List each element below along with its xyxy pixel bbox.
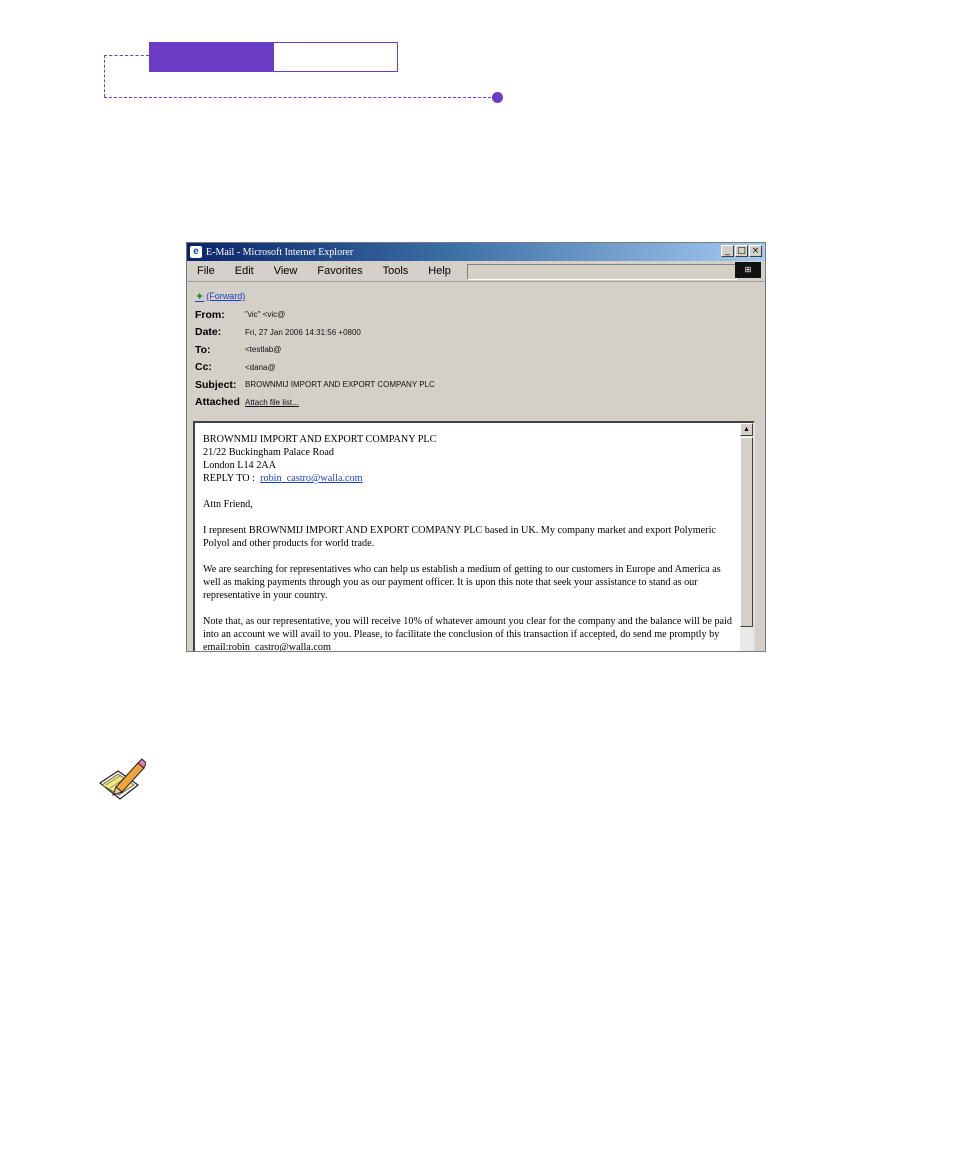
minimize-button[interactable]: _ xyxy=(721,245,734,257)
maximize-button[interactable]: □ xyxy=(735,245,748,257)
window-title: E-Mail - Microsoft Internet Explorer xyxy=(206,246,354,258)
address-line-2: London L14 2AA xyxy=(203,460,277,471)
attach-file-list-link[interactable]: Attach file list... xyxy=(245,397,299,407)
header-value: BROWNMIJ IMPORT AND EXPORT COMPANY PLC xyxy=(245,380,435,390)
header-row-from xyxy=(195,306,757,324)
reply-to-line xyxy=(203,472,735,485)
window-controls xyxy=(721,245,762,257)
menu-view[interactable]: View xyxy=(273,265,298,277)
menu-favorites[interactable]: Favorites xyxy=(317,265,363,277)
header-label: Subject: xyxy=(195,378,237,391)
header-row-subject xyxy=(195,376,757,394)
scroll-up-arrow-icon[interactable]: ▲ xyxy=(740,423,753,436)
scroll-thumb[interactable] xyxy=(740,437,753,627)
email-window xyxy=(186,242,766,652)
header-row-cc xyxy=(195,359,757,377)
pencil-note-icon xyxy=(98,757,146,803)
menu-tools[interactable]: Tools xyxy=(382,265,409,277)
email-headers xyxy=(187,282,765,411)
header-label: Attached xyxy=(195,396,240,409)
header-dash-line-top xyxy=(104,55,149,56)
menu-file[interactable]: File xyxy=(197,265,215,277)
forward-link-text: (Forward) xyxy=(206,291,246,301)
header-label: To: xyxy=(195,343,211,356)
menu-edit[interactable]: Edit xyxy=(234,265,254,277)
ie-icon: e xyxy=(190,246,202,258)
paragraph-3: Note that, as our representative, you will receive 10% of whatever amount you clear for the company and the balance will be paid into an account we will avail to you. Please, to facilitate the conclusion of this transaction if accepted, do send me promptly by email:robin_castro@walla.com xyxy=(203,616,732,652)
header-tab-fill xyxy=(150,43,274,71)
header-row-to xyxy=(195,341,757,359)
email-body xyxy=(203,433,735,652)
menubar-separator xyxy=(467,264,737,280)
email-body-pane xyxy=(193,421,755,652)
header-value: <testlab@ xyxy=(245,345,282,355)
greeting: Attn Friend, xyxy=(203,499,253,510)
header-row-attached xyxy=(195,394,757,412)
header-value: Fri, 27 Jan 2006 14:31:56 +0800 xyxy=(245,327,361,337)
header-tab-box xyxy=(149,42,398,72)
forward-link[interactable] xyxy=(195,288,757,304)
close-button[interactable]: × xyxy=(749,245,762,257)
windows-logo-icon: ⊞ xyxy=(735,262,761,278)
forward-icon: ✦ xyxy=(195,290,205,303)
menu-help[interactable]: Help xyxy=(428,265,451,277)
company-name: BROWNMIJ IMPORT AND EXPORT COMPANY PLC xyxy=(203,434,437,445)
header-label: Date: xyxy=(195,326,222,339)
header-dash-line-left xyxy=(104,55,105,97)
header-label: From: xyxy=(195,308,225,321)
header-value: "vic" <vic@ xyxy=(245,310,286,320)
header-dash-line-bottom xyxy=(104,97,496,98)
paragraph-2: We are searching for representatives who can help us establish a medium of getting to our customers in Europe and America as well as making payments through you as our payment officer. It is upon this note that seek your assistance to stand as our representative in your country. xyxy=(203,564,721,601)
reply-email-link[interactable]: robin_castro@walla.com xyxy=(260,473,363,484)
header-dot xyxy=(492,92,503,103)
window-titlebar xyxy=(187,243,765,261)
header-value: <dana@ xyxy=(245,362,276,372)
menu-bar xyxy=(187,261,765,282)
address-line-1: 21/22 Buckingham Palace Road xyxy=(203,447,334,458)
vertical-scrollbar[interactable] xyxy=(740,423,753,652)
paragraph-1: I represent BROWNMIJ IMPORT AND EXPORT COMPANY PLC based in UK. My company market and export Polymeric Polyol and other products for world trade. xyxy=(203,525,716,549)
header-label: Cc: xyxy=(195,361,212,374)
reply-to-label: REPLY TO : xyxy=(203,473,255,484)
header-row-date xyxy=(195,324,757,342)
